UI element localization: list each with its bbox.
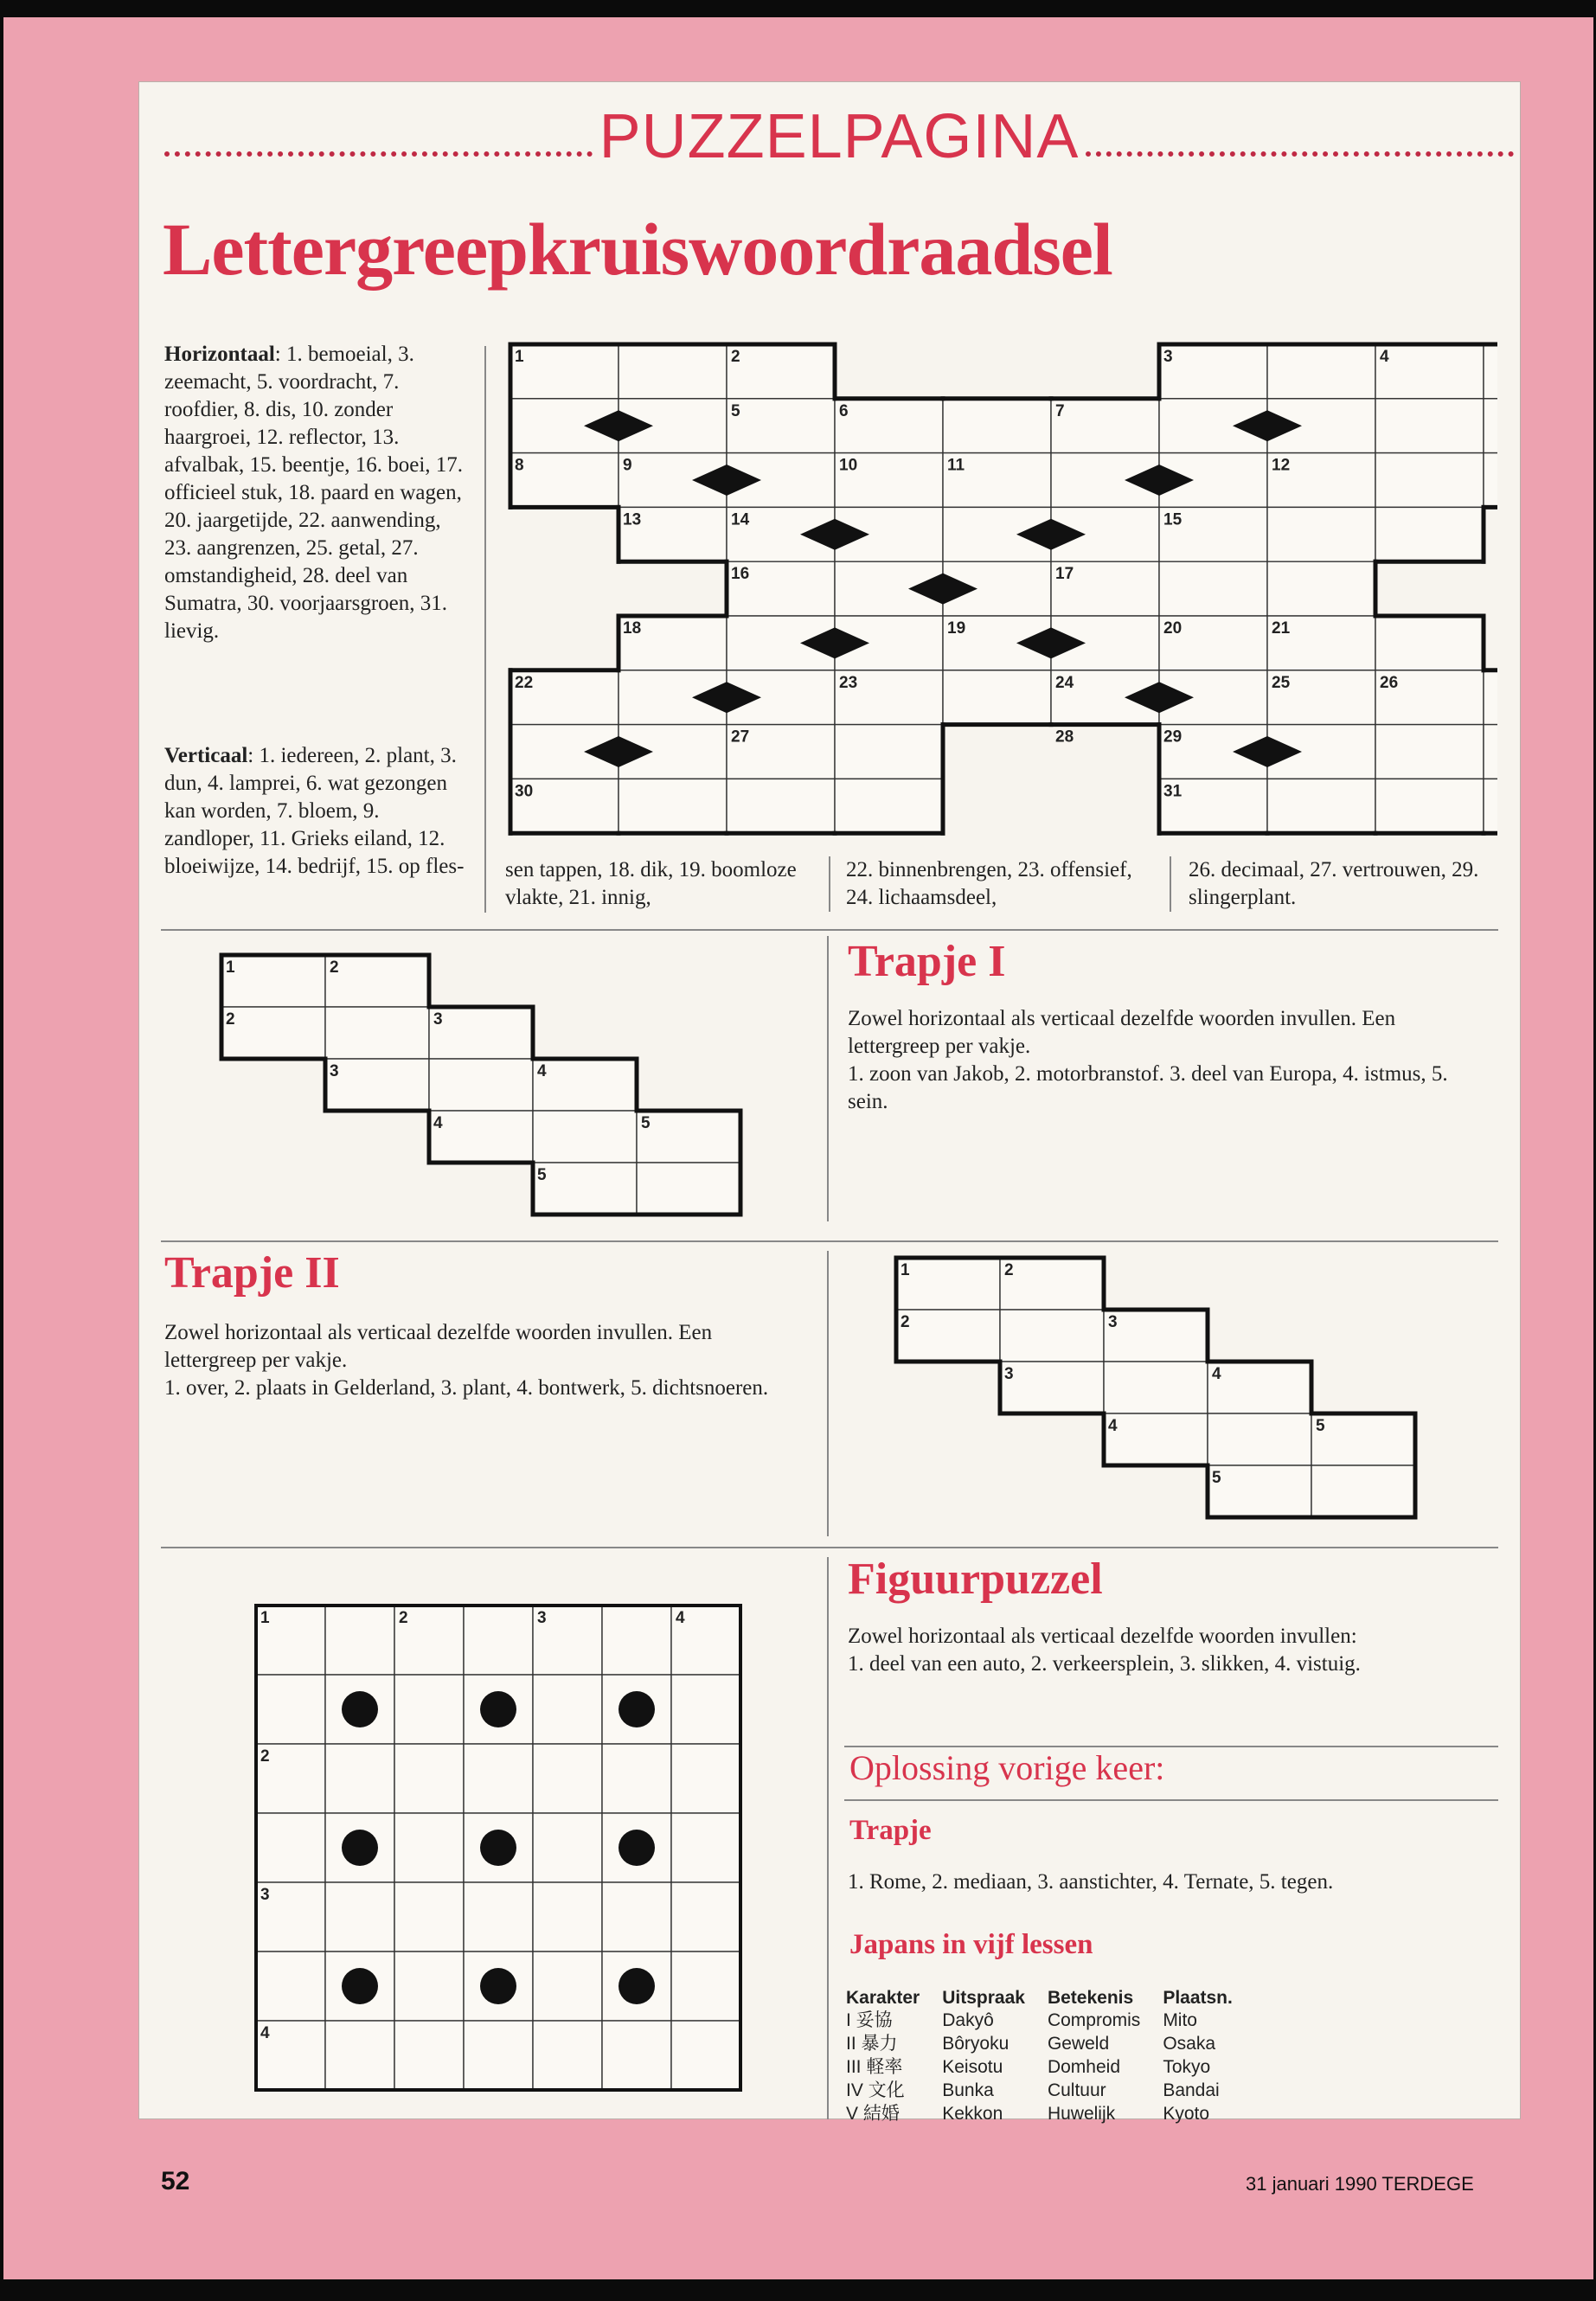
cell-number: 4 bbox=[676, 1609, 685, 1627]
cell-number: 5 bbox=[1212, 1469, 1221, 1487]
cell-number: 3 bbox=[1108, 1313, 1118, 1331]
cell-number: 6 bbox=[839, 401, 849, 420]
trapje1-grid bbox=[218, 952, 754, 1228]
grid-cell bbox=[1484, 779, 1497, 833]
section-divider-1 bbox=[161, 929, 1498, 931]
table-cell: Tokyo bbox=[1163, 2057, 1211, 2077]
horizontal-text: : 1. bemoeial, 3. zeemacht, 5. voordracht, 7. roofdier, 8. dis, 10. zonder haargroei, 12. reflector, 13. afvalbak, 15. beentje, 16. boei, 17. officieel stuk, 18. paard en wagen, 20. jaargetijde, 22. aanwending, 23. aangrenzen, 25. getal, 27. omstandigheid, 28. deel van Sumatra, 30. voorjaarsgroen, 31. lievig. bbox=[164, 343, 464, 643]
trapje2-title: Trapje II bbox=[164, 1248, 340, 1298]
grid-cell bbox=[429, 1059, 533, 1111]
clue-divider-2 bbox=[829, 856, 830, 912]
block-dot bbox=[480, 1691, 516, 1727]
table-cell: Huwelijk bbox=[1047, 2104, 1116, 2124]
grid-cell bbox=[727, 779, 835, 833]
grid-cell bbox=[671, 1882, 740, 1952]
table-row bbox=[846, 2009, 1255, 2032]
cell-number: 2 bbox=[1004, 1261, 1014, 1279]
grid-cell bbox=[325, 1882, 394, 1952]
section-divider-3 bbox=[161, 1547, 1498, 1548]
grid-cell bbox=[325, 1744, 394, 1813]
block-dot bbox=[619, 1691, 655, 1727]
figuur-clues: 1. deel van een auto, 2. verkeersplein, 3. slikken, 4. vistuig. bbox=[848, 1652, 1361, 1676]
cell-number: 2 bbox=[226, 1010, 235, 1029]
cell-number: 25 bbox=[1272, 673, 1291, 692]
grid-cell bbox=[256, 1952, 325, 2021]
grid-cell bbox=[256, 1813, 325, 1882]
issue-date: 31 januari 1990 TERDEGE bbox=[1246, 2173, 1474, 2195]
trapje1-divider bbox=[827, 936, 829, 1221]
grid-cell bbox=[835, 399, 943, 453]
grid-cell bbox=[637, 1111, 740, 1163]
trapje1-instruction: Zowel horizontaal als verticaal dezelfde woorden invullen. Een lettergreep per vakje. bbox=[848, 1007, 1396, 1058]
grid-cell bbox=[533, 1744, 602, 1813]
solution-title: Oplossing vorige keer: bbox=[849, 1748, 1165, 1787]
grid-cell bbox=[325, 1606, 394, 1675]
table-row bbox=[846, 2079, 1255, 2102]
cell-number: 9 bbox=[623, 456, 632, 475]
japans-table-header bbox=[846, 1988, 1255, 2009]
cell-number: 4 bbox=[433, 1114, 443, 1132]
japans-table bbox=[846, 1988, 1255, 2125]
grid-cell bbox=[1375, 344, 1484, 399]
grid-cell bbox=[533, 1882, 602, 1952]
japans-title: Japans in vijf lessen bbox=[849, 1929, 1093, 1960]
grid-cell bbox=[1375, 453, 1484, 508]
grid-cell bbox=[394, 1675, 464, 1744]
grid-cell bbox=[1311, 1413, 1415, 1465]
page-number: 52 bbox=[161, 2167, 190, 2195]
grid-cell bbox=[221, 955, 325, 1007]
cell-number: 2 bbox=[399, 1609, 408, 1627]
cell-number: 3 bbox=[330, 1062, 339, 1080]
grid-cell bbox=[1267, 779, 1375, 833]
grid-cell bbox=[896, 1310, 1000, 1362]
grid-cell bbox=[510, 344, 619, 399]
cell-number: 2 bbox=[901, 1313, 910, 1331]
grid-cell bbox=[1484, 670, 1497, 725]
cell-number: 28 bbox=[1055, 727, 1074, 747]
table-cell: Geweld bbox=[1047, 2034, 1110, 2054]
cell-number: 15 bbox=[1163, 510, 1183, 529]
trapje2-text bbox=[164, 1319, 804, 1402]
cell-number: 4 bbox=[1108, 1417, 1118, 1435]
grid-cell bbox=[619, 344, 727, 399]
grid-cell bbox=[1267, 507, 1375, 561]
page-header bbox=[164, 93, 1514, 180]
grid-cell bbox=[464, 1882, 533, 1952]
solution-trapje-text: 1. Rome, 2. mediaan, 3. aanstichter, 4. Ternate, 5. tegen. bbox=[848, 1870, 1334, 1894]
table-row bbox=[846, 2102, 1255, 2125]
grid-cell bbox=[602, 1744, 671, 1813]
vertical-clues-cont1: sen tappen, 18. dik, 19. boomloze vlakte, 21. innig, bbox=[505, 858, 797, 909]
header-title: PUZZELPAGINA bbox=[599, 102, 1080, 171]
table-cell: I 妥協 bbox=[846, 2010, 893, 2030]
grid-cell bbox=[602, 2021, 671, 2090]
table-cell: Bunka bbox=[942, 2080, 994, 2100]
table-cell: V 結婚 bbox=[846, 2104, 900, 2124]
figuur-instruction: Zowel horizontaal als verticaal dezelfde woorden invullen: bbox=[848, 1625, 1357, 1648]
grid-cell bbox=[429, 1111, 533, 1163]
table-cell: Keisotu bbox=[942, 2057, 1003, 2077]
grid-cell bbox=[671, 2021, 740, 2090]
cell-number: 2 bbox=[731, 348, 740, 366]
horizontal-clues bbox=[164, 341, 469, 645]
table-cell: IV 文化 bbox=[846, 2080, 905, 2100]
grid-cell bbox=[671, 1952, 740, 2021]
block-dot bbox=[619, 1968, 655, 2004]
cell-number: 10 bbox=[839, 456, 858, 475]
cell-number: 5 bbox=[537, 1166, 547, 1184]
cell-number: 27 bbox=[731, 727, 750, 747]
grid-cell bbox=[1311, 1465, 1415, 1517]
clue-divider bbox=[484, 346, 486, 913]
grid-cell bbox=[1375, 725, 1484, 779]
grid-cell bbox=[464, 1606, 533, 1675]
cell-number: 19 bbox=[947, 619, 966, 638]
cell-number: 20 bbox=[1163, 619, 1183, 638]
table-cell: Kekkon bbox=[942, 2104, 1003, 2124]
cell-number: 18 bbox=[623, 619, 642, 638]
header-dots-right bbox=[1086, 151, 1514, 157]
trapje2-grid bbox=[893, 1254, 1429, 1531]
grid-cell bbox=[671, 1675, 740, 1744]
grid-cell bbox=[1375, 507, 1484, 561]
grid-cell bbox=[835, 779, 943, 833]
grid-cell bbox=[256, 1675, 325, 1744]
block-dot bbox=[480, 1968, 516, 2004]
grid-cell bbox=[1104, 1310, 1208, 1362]
cell-number: 21 bbox=[1272, 619, 1291, 638]
table-cell: Bôryoku bbox=[942, 2034, 1010, 2054]
grid-cell bbox=[221, 1007, 325, 1059]
grid-cell bbox=[394, 1813, 464, 1882]
grid-cell bbox=[619, 779, 727, 833]
vertical-text: : 1. iedereen, 2. plant, 3. dun, 4. lamprei, 6. wat gezongen kan worden, 7. bloem, 9. zandloper, 11. Grieks eiland, 12. bloeiwijze, 14. bedrijf, 15. op fles- bbox=[164, 744, 465, 878]
grid-cell bbox=[429, 1007, 533, 1059]
grid-cell bbox=[464, 2021, 533, 2090]
cell-number: 3 bbox=[260, 1886, 270, 1904]
block-dot bbox=[480, 1830, 516, 1866]
vertical-label: Verticaal bbox=[164, 744, 248, 767]
grid-cell bbox=[1000, 1310, 1104, 1362]
table-cell: Bandai bbox=[1163, 2080, 1220, 2100]
grid-cell bbox=[1375, 779, 1484, 833]
cell-number: 12 bbox=[1272, 456, 1291, 475]
grid-cell bbox=[1208, 1413, 1311, 1465]
trapje2-instruction: Zowel horizontaal als verticaal dezelfde woorden invullen. Een lettergreep per vakje. bbox=[164, 1321, 713, 1372]
japans-col-karakter: Karakter bbox=[846, 1988, 920, 2008]
grid-cell bbox=[394, 1744, 464, 1813]
grid-cell bbox=[533, 1952, 602, 2021]
vertical-clues bbox=[164, 742, 469, 881]
cell-number: 1 bbox=[260, 1609, 270, 1627]
grid-cell bbox=[671, 1744, 740, 1813]
grid-cell bbox=[325, 955, 429, 1007]
table-cell: Osaka bbox=[1163, 2034, 1216, 2054]
table-cell: III 軽率 bbox=[846, 2057, 903, 2077]
block-dot bbox=[342, 1968, 378, 2004]
grid-cell bbox=[943, 399, 1051, 453]
grid-cell bbox=[1159, 344, 1267, 399]
grid-cell bbox=[1208, 1362, 1311, 1413]
grid-cell bbox=[1375, 399, 1484, 453]
grid-cell bbox=[533, 1163, 637, 1215]
vertical-clues-cont3: 26. decimaal, 27. vertrouwen, 29. slingerplant. bbox=[1189, 858, 1479, 909]
cell-number: 17 bbox=[1055, 565, 1074, 584]
section-divider-2 bbox=[161, 1240, 1498, 1242]
grid-cell bbox=[510, 453, 619, 508]
grid-cell bbox=[1375, 616, 1484, 670]
cell-number: 11 bbox=[947, 456, 965, 475]
cell-number: 4 bbox=[1212, 1365, 1221, 1383]
horizontal-label: Horizontaal bbox=[164, 343, 275, 366]
table-row bbox=[846, 2032, 1255, 2055]
japans-col-plaatsn: Plaatsn. bbox=[1163, 1988, 1233, 2008]
grid-cell bbox=[943, 670, 1051, 725]
grid-cell bbox=[1051, 399, 1159, 453]
table-cell: Mito bbox=[1163, 2010, 1197, 2030]
grid-cell bbox=[1484, 725, 1497, 779]
cell-number: 23 bbox=[839, 673, 858, 692]
grid-cell bbox=[1484, 453, 1497, 508]
trapje1-title: Trapje I bbox=[848, 937, 1006, 986]
trapje2-clues: 1. over, 2. plaats in Gelderland, 3. plant, 4. bontwerk, 5. dichtsnoeren. bbox=[164, 1376, 769, 1400]
cell-number: 5 bbox=[641, 1114, 651, 1132]
clue-divider-3 bbox=[1170, 856, 1171, 912]
grid-cell bbox=[325, 1007, 429, 1059]
block-dot bbox=[342, 1691, 378, 1727]
cell-number: 3 bbox=[1004, 1365, 1014, 1383]
grid-cell bbox=[464, 1744, 533, 1813]
grid-cell bbox=[325, 1059, 429, 1111]
cell-number: 1 bbox=[515, 348, 524, 366]
solution-divider-bottom bbox=[844, 1799, 1498, 1801]
header-dots-left bbox=[164, 151, 593, 157]
grid-cell bbox=[533, 2021, 602, 2090]
grid-cell bbox=[394, 1882, 464, 1952]
grid-cell bbox=[602, 1606, 671, 1675]
cell-number: 16 bbox=[731, 565, 750, 584]
cell-number: 22 bbox=[515, 673, 534, 692]
grid-cell bbox=[727, 399, 835, 453]
cell-number: 4 bbox=[1380, 348, 1389, 366]
cell-number: 30 bbox=[515, 782, 534, 801]
table-cell: Domheid bbox=[1047, 2057, 1120, 2077]
cell-number: 5 bbox=[1316, 1417, 1325, 1435]
table-cell: Dakyô bbox=[942, 2010, 994, 2030]
cell-number: 24 bbox=[1055, 673, 1074, 692]
grid-cell bbox=[1267, 344, 1375, 399]
grid-cell bbox=[1484, 344, 1497, 399]
grid-cell bbox=[533, 1813, 602, 1882]
cell-number: 29 bbox=[1163, 727, 1183, 747]
trapje1-text bbox=[848, 1005, 1488, 1116]
grid-cell bbox=[325, 2021, 394, 2090]
grid-cell bbox=[394, 1952, 464, 2021]
cell-number: 3 bbox=[433, 1010, 443, 1029]
grid-cell bbox=[1104, 1413, 1208, 1465]
main-title: Lettergreepkruiswoordraadsel bbox=[163, 208, 1112, 291]
grid-cell bbox=[1267, 561, 1375, 616]
grid-cell bbox=[1208, 1465, 1311, 1517]
cell-number: 7 bbox=[1055, 401, 1065, 420]
cell-number: 13 bbox=[623, 510, 642, 529]
cell-number: 2 bbox=[330, 958, 339, 977]
grid-cell bbox=[533, 1059, 637, 1111]
block-dot bbox=[342, 1830, 378, 1866]
table-cell: II 暴力 bbox=[846, 2034, 898, 2054]
cell-number: 3 bbox=[1163, 348, 1173, 366]
cell-number: 14 bbox=[731, 510, 750, 529]
cell-number: 4 bbox=[537, 1062, 547, 1080]
grid-cell bbox=[394, 2021, 464, 2090]
grid-cell bbox=[637, 1163, 740, 1215]
grid-cell bbox=[835, 725, 943, 779]
crossword-grid bbox=[507, 341, 1497, 843]
cell-number: 3 bbox=[537, 1609, 547, 1627]
japans-col-betekenis: Betekenis bbox=[1047, 1988, 1134, 2008]
grid-cell bbox=[896, 1258, 1000, 1310]
figuur-title: Figuurpuzzel bbox=[848, 1554, 1103, 1604]
cell-number: 31 bbox=[1163, 782, 1183, 801]
cell-number: 5 bbox=[731, 401, 740, 420]
table-cell: Kyoto bbox=[1163, 2104, 1210, 2124]
table-row bbox=[846, 2055, 1255, 2079]
table-cell: Cultuur bbox=[1047, 2080, 1106, 2100]
trapje1-clues: 1. zoon van Jakob, 2. motorbranstof. 3. deel van Europa, 4. istmus, 5. sein. bbox=[848, 1062, 1448, 1113]
figuur-divider bbox=[827, 1557, 829, 2119]
grid-cell bbox=[533, 1111, 637, 1163]
solution-trapje-title: Trapje bbox=[849, 1815, 932, 1846]
grid-cell bbox=[1159, 561, 1267, 616]
grid-cell bbox=[602, 1882, 671, 1952]
grid-cell bbox=[727, 344, 835, 399]
cell-number: 8 bbox=[515, 456, 524, 475]
grid-cell bbox=[1484, 399, 1497, 453]
grid-cell bbox=[1000, 1362, 1104, 1413]
vertical-clues-cont2: 22. binnenbrengen, 23. offensief, 24. lichaamsdeel, bbox=[846, 858, 1132, 909]
cell-number: 1 bbox=[901, 1261, 910, 1279]
figuur-grid bbox=[253, 1602, 747, 2095]
trapje2-divider bbox=[827, 1251, 829, 1536]
grid-cell bbox=[671, 1813, 740, 1882]
cell-number: 1 bbox=[226, 958, 235, 977]
table-cell: Compromis bbox=[1047, 2010, 1141, 2030]
grid-cell bbox=[533, 1675, 602, 1744]
block-dot bbox=[619, 1830, 655, 1866]
figuur-text bbox=[848, 1623, 1488, 1678]
grid-cell bbox=[1000, 1258, 1104, 1310]
cell-number: 26 bbox=[1380, 673, 1399, 692]
cell-number: 4 bbox=[260, 2024, 270, 2042]
japans-col-uitspraak: Uitspraak bbox=[942, 1988, 1025, 2008]
cell-number: 2 bbox=[260, 1747, 270, 1766]
grid-cell bbox=[1104, 1362, 1208, 1413]
